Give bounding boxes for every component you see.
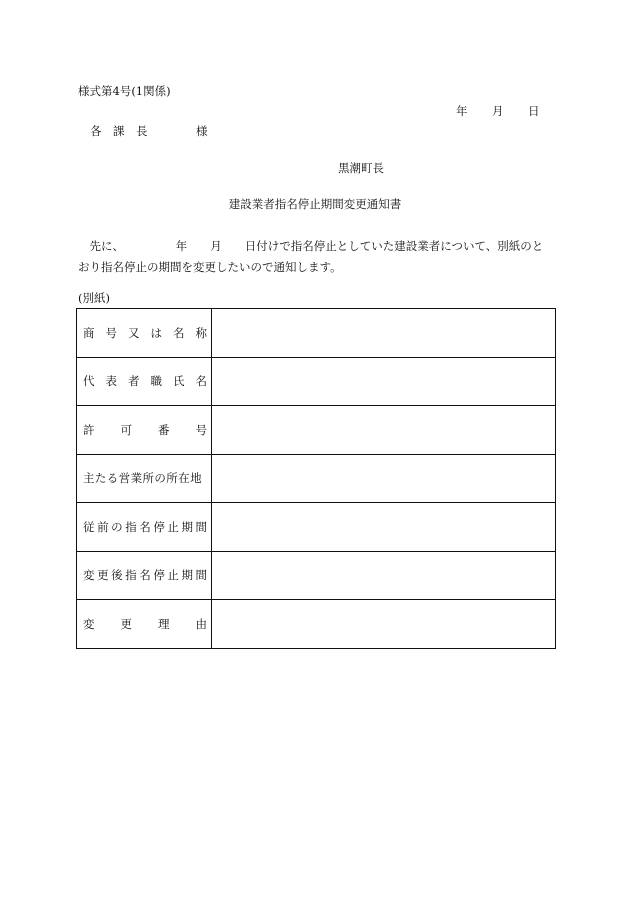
row-label-text: 従 前 の 指 名 停 止 期 間 [83, 519, 207, 534]
row-value [212, 357, 556, 406]
body-line-2: おり指名停止の期間を変更したいので通知します。 [78, 260, 342, 275]
table-row [77, 454, 556, 503]
addressee [90, 126, 208, 138]
body-line-1: 先に、 年 月 日付けで指名停止としていた建設業者について、別紙のと [78, 239, 544, 253]
row-label [77, 600, 212, 649]
sender: 黒潮町長 [338, 161, 384, 175]
table-row [77, 357, 556, 406]
document-title: 建設業者指名停止期間変更通知書 [228, 197, 402, 211]
body-text [78, 236, 543, 279]
row-value [212, 406, 556, 455]
date-year-label: 年 [456, 104, 468, 118]
table-row [77, 600, 556, 649]
row-label [77, 503, 212, 552]
table-row [77, 503, 556, 552]
addressee-position: 各 課 長 [90, 124, 148, 138]
addressee-honorific: 様 [196, 124, 208, 138]
row-label-text: 主たる営業所の所在地 [83, 471, 202, 486]
row-label [77, 309, 212, 358]
row-value [212, 600, 556, 649]
table-row [77, 551, 556, 600]
row-value [212, 309, 556, 358]
attachment-label: (別紙) [78, 291, 110, 305]
row-label-text: 変 更 理 由 [83, 616, 207, 631]
table-row [77, 309, 556, 358]
date-line [456, 106, 540, 118]
row-label-text: 変 更 後 指 名 停 止 期 間 [83, 568, 207, 583]
form-number: 様式第4号(1関係) [78, 84, 171, 98]
date-month-label: 月 [492, 104, 504, 118]
row-label [77, 454, 212, 503]
row-label [77, 406, 212, 455]
row-label-text: 商 号 又 は 名 称 [83, 325, 207, 340]
row-label [77, 551, 212, 600]
row-label [77, 357, 212, 406]
row-label-text: 代 表 者 職 氏 名 [83, 374, 207, 389]
detail-table [76, 308, 556, 649]
date-day-label: 日 [528, 104, 540, 118]
table-row [77, 406, 556, 455]
row-label-text: 許 可 番 号 [83, 422, 207, 437]
row-value [212, 454, 556, 503]
row-value [212, 551, 556, 600]
row-value [212, 503, 556, 552]
